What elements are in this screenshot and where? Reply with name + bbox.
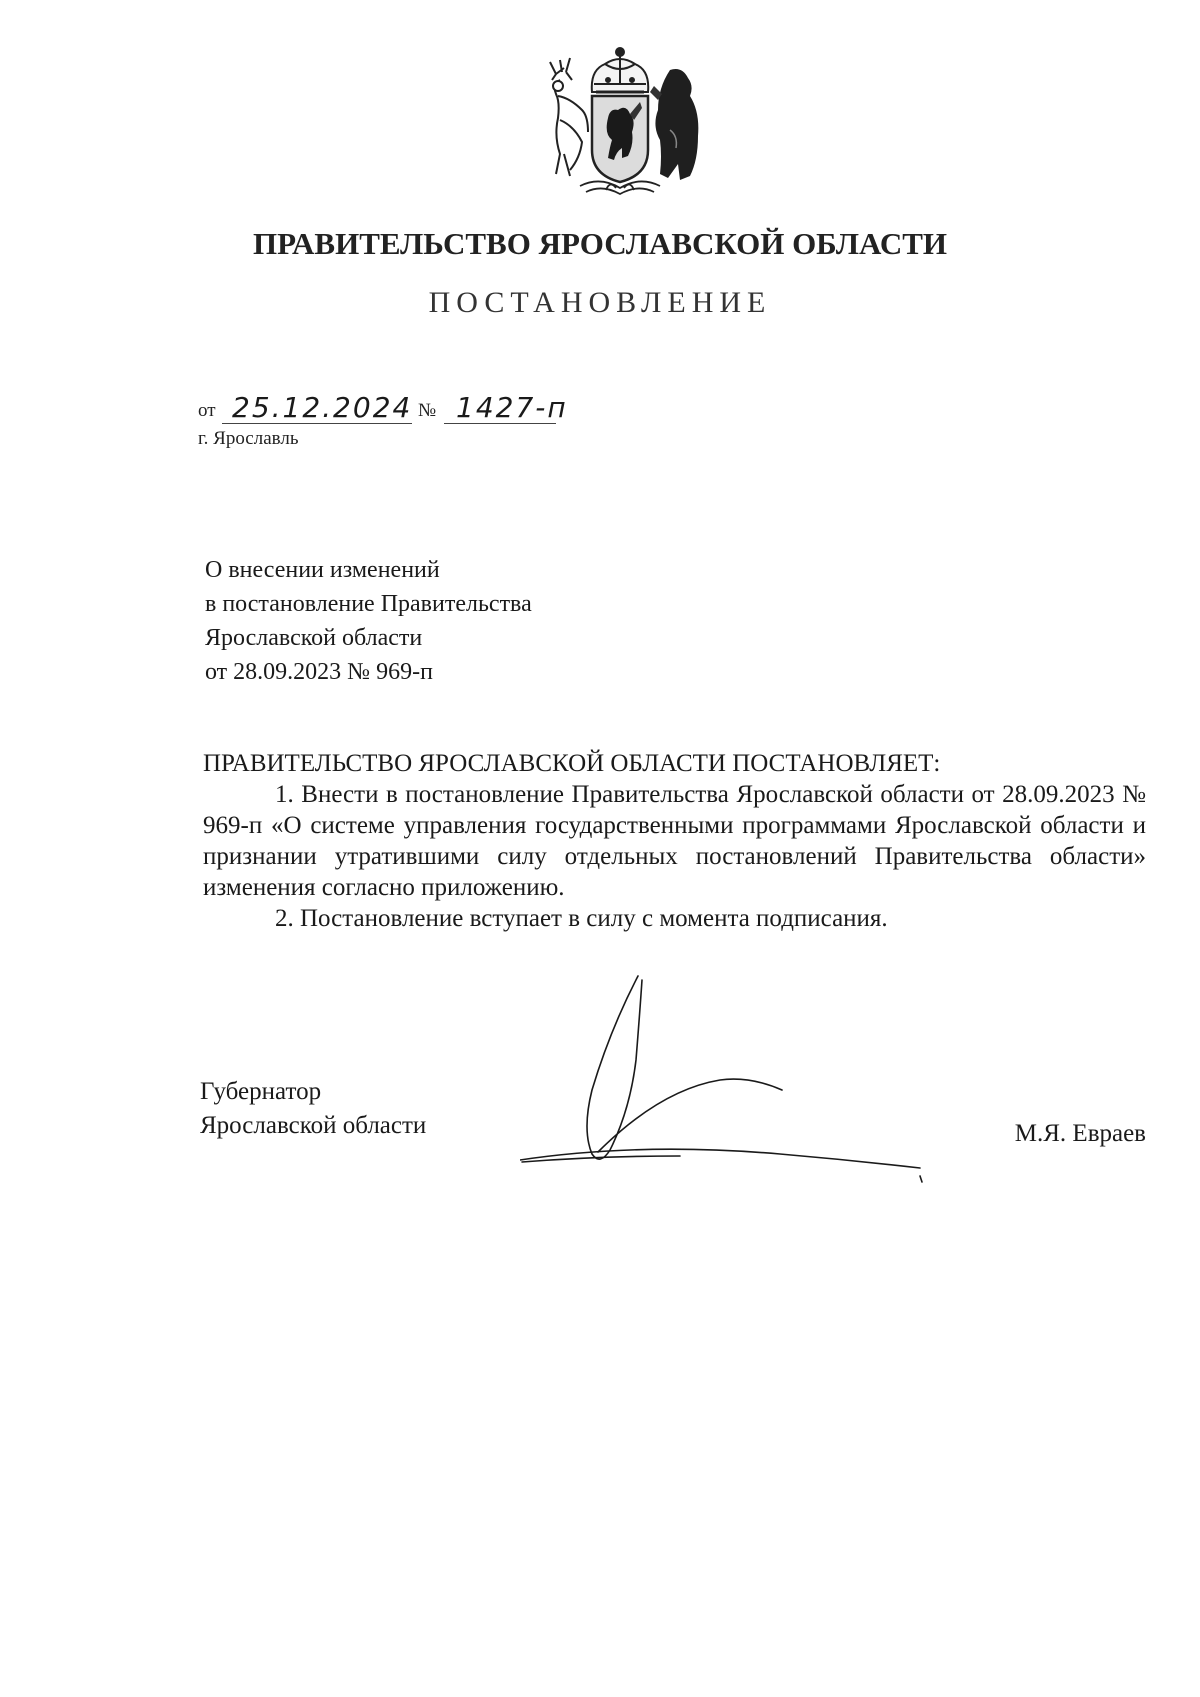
decree-paragraph-1: 1. Внести в постановление Правительства Ярославской области от 28.09.2023 № 969-п «О системе управления государственными программами Ярославской области и признании утратившими силу отдельных постановлений Правительства области» изменения согласно приложению.	[203, 781, 1146, 901]
signer-position	[200, 1075, 426, 1143]
signer-name: М.Я. Евраев	[1014, 1120, 1146, 1147]
signer-position-line: Губернатор	[200, 1078, 322, 1105]
decree-paragraph-2: 2. Постановление вступает в силу с момента подписания.	[275, 905, 888, 932]
handwritten-number: 1427-п	[456, 391, 568, 424]
document-type-title: ПОСТАНОВЛЕНИЕ	[428, 286, 772, 319]
subject-line: в постановление Правительства	[205, 591, 532, 617]
signer-position-line: Ярославской области	[200, 1112, 427, 1139]
decree-body	[203, 748, 1146, 934]
subject-line: от 28.09.2023 № 969-п	[205, 659, 433, 685]
government-title: ПРАВИТЕЛЬСТВО ЯРОСЛАВСКОЙ ОБЛАСТИ	[252, 226, 948, 261]
handwritten-date: 25.12.2024	[232, 391, 413, 424]
subject-line: О внесении изменений	[205, 557, 440, 583]
coat-of-arms-icon	[530, 40, 710, 200]
decree-phrase: ПРАВИТЕЛЬСТВО ЯРОСЛАВСКОЙ ОБЛАСТИ ПОСТАНОВЛЯЕТ:	[203, 750, 941, 777]
date-prefix: от	[198, 400, 216, 421]
number-prefix: №	[418, 400, 437, 421]
city-label: г. Ярославль	[198, 428, 299, 449]
handwritten-signature	[520, 970, 940, 1190]
document-subject	[205, 553, 532, 689]
subject-line: Ярославской области	[205, 625, 423, 651]
